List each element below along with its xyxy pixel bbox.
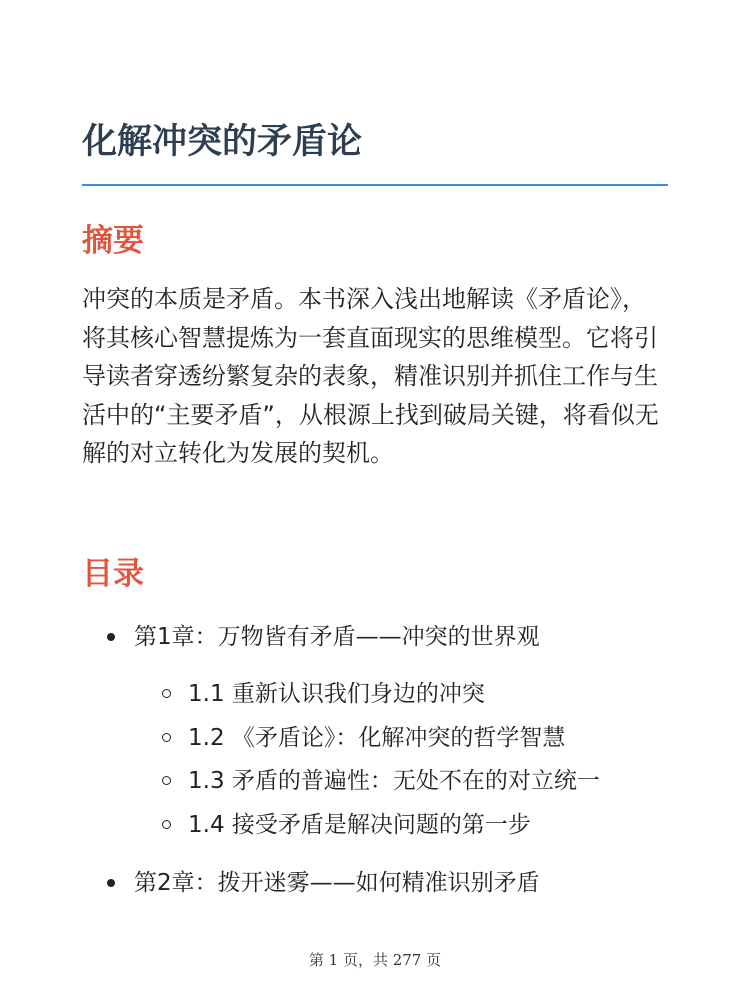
toc-section-1-1[interactable]: 1.1 重新认识我们身边的冲突 (188, 678, 485, 710)
toc-heading: 目录 (82, 556, 144, 592)
abstract-heading: 摘要 (82, 223, 144, 259)
abstract-text: 冲突的本质是矛盾。本书深入浅出地解读《矛盾论》，将其核心智慧提炼为一套直面现实的思维模型。它将引导读者穿透纷繁复杂的表象，精准识别并抓住工作与生活中的“主要矛盾”，从根源上找到破局关键，将看似无解的对立转化为发展的契机。 (82, 285, 659, 467)
document-title: 化解冲突的矛盾论 (82, 122, 363, 162)
toc-chapter-2[interactable]: 第2章：拨开迷雾——如何精准识别矛盾 (134, 867, 540, 899)
toc-section-1-3[interactable]: 1.3 矛盾的普遍性：无处不在的对立统一 (188, 765, 600, 797)
toc-section-1-4[interactable]: 1.4 接受矛盾是解决问题的第一步 (188, 809, 531, 841)
title-divider (82, 184, 668, 186)
toc-section-1-2[interactable]: 1.2 《矛盾论》：化解冲突的哲学智慧 (188, 722, 565, 754)
toc-chapter-1[interactable]: 第1章：万物皆有矛盾——冲突的世界观 (134, 621, 540, 653)
page-number: 第 1 页，共 277 页 (308, 951, 442, 969)
